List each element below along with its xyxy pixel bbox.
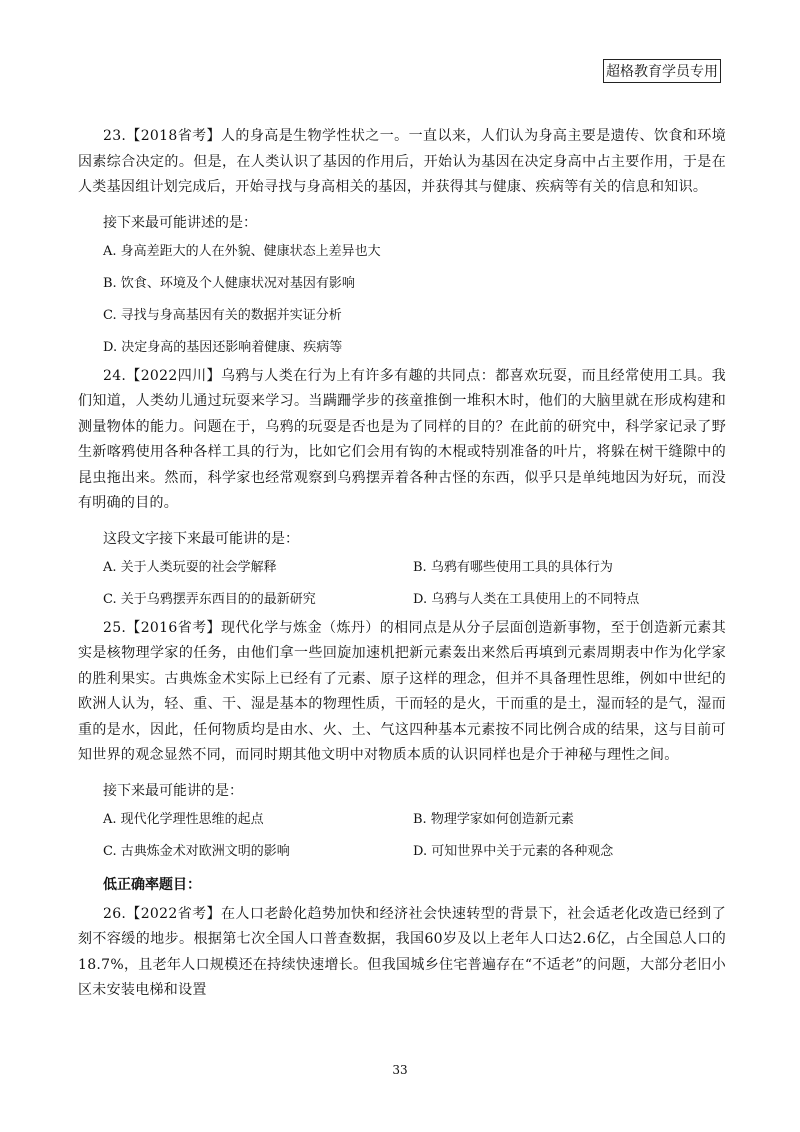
question-25-options-row-2 xyxy=(78,836,726,868)
question-24-option-b: B. 乌鸦有哪些使用工具的具体行为 xyxy=(413,559,613,575)
question-23-option-b: B. 饮食、环境及个人健康状况对基因有影响 xyxy=(103,275,355,291)
question-25-option-c: C. 古典炼金术对欧洲文明的影响 xyxy=(103,843,290,859)
question-24-options-row-1 xyxy=(78,552,726,584)
question-23-option-a: A. 身高差距大的人在外貌、健康状态上差异也大 xyxy=(103,243,381,259)
question-23-stem: 23.【2018省考】人的身高是生物学性状之一。一直以来，人们认为身高主要是遗传、饮食和环境因素综合决定的。但是，在人类认识了基因的作用后，开始认为基因在决定身高中占主要作用，于是在人类基因组计划完成后，开始寻找与身高相关的基因，并获得其与健康、疾病等有关的信息和知识。 xyxy=(78,128,726,195)
question-26-stem: 26.【2022省考】在人口老龄化趋势加快和经济社会快速转型的背景下，社会适老化改造已经到了刻不容缓的地步。根据第七次全国人口普查数据，我国60岁及以上老年人口达2.6亿，占全国总人口的18.7%，且老年人口规模还在持续快速增长。但我国城乡住宅普遍存在“不适老”的问题，大部分老旧小区未安装电梯和设置 xyxy=(78,905,726,998)
question-24-prompt: 这段文字接下来最可能讲的是： xyxy=(103,530,299,547)
question-24-option-a: A. 关于人类玩耍的社会学解释 xyxy=(103,559,277,575)
question-23-prompt: 接下来最可能讲述的是： xyxy=(103,214,257,231)
question-24-option-c: C. 关于乌鸦摆弄东西目的的最新研究 xyxy=(103,591,316,607)
question-25-stem: 25.【2016省考】现代化学与炼金（炼丹）的相同点是从分子层面创造新事物，至于创造新元素其实是核物理学家的任务，由他们拿一些回旋加速机把新元素轰出来然后再填到元素周期表中作为化学家的胜利果实。古典炼金术实际上已经有了元素、原子这样的理念，但并不具备理性思维，例如中世纪的欧洲人认为，轻、重、干、湿是基本的物理性质，干而轻的是火，干而重的是土，湿而轻的是气，湿而重的是水，因此，任何物质均是由水、火、土、气这四种基本元素按不同比例合成的结果，这与目前可知世界的观念显然不同，而同时期其他文明中对物质本质的认识同样也是介于神秘与理性之间。 xyxy=(78,619,726,763)
page-number: 33 xyxy=(392,1063,408,1077)
question-25-options-row-1 xyxy=(78,804,726,836)
question-24-stem: 24.【2022四川】乌鸦与人类在行为上有许多有趣的共同点：都喜欢玩耍，而且经常使用工具。我们知道，人类幼儿通过玩耍来学习。当蹒跚学步的孩童推倒一堆积木时，他们的大脑里就在形成构建和测量物体的能力。问题在于，乌鸦的玩耍是否也是为了同样的目的？在此前的研究中，科学家记录了野生新喀鸦使用各种各样工具的行为，比如它们会用有钩的木棍或特别准备的叶片，将躲在树干缝隙中的昆虫拖出来。然而，科学家也经常观察到乌鸦摆弄着各种古怪的东西，似乎只是单纯地因为好玩，而没有明确的目的。 xyxy=(78,367,726,511)
question-23-option-d: D. 决定身高的基因还影响着健康、疾病等 xyxy=(103,339,343,355)
question-25-option-b: B. 物理学家如何创造新元素 xyxy=(413,811,574,827)
question-23-option-c: C. 寻找与身高基因有关的数据并实证分析 xyxy=(103,307,342,323)
question-25-prompt: 接下来最可能讲的是： xyxy=(103,782,243,799)
watermark-badge: 超格教育学员专用 xyxy=(603,59,721,83)
document-body xyxy=(78,124,726,1004)
question-25-option-a: A. 现代化学理性思维的起点 xyxy=(103,811,264,827)
question-24-options-row-2 xyxy=(78,584,726,616)
question-25-option-d: D. 可知世界中关于元素的各种观念 xyxy=(413,843,614,859)
question-24-option-d: D. 乌鸦与人类在工具使用上的不同特点 xyxy=(413,591,640,607)
section-heading: 低正确率题目： xyxy=(103,876,201,893)
